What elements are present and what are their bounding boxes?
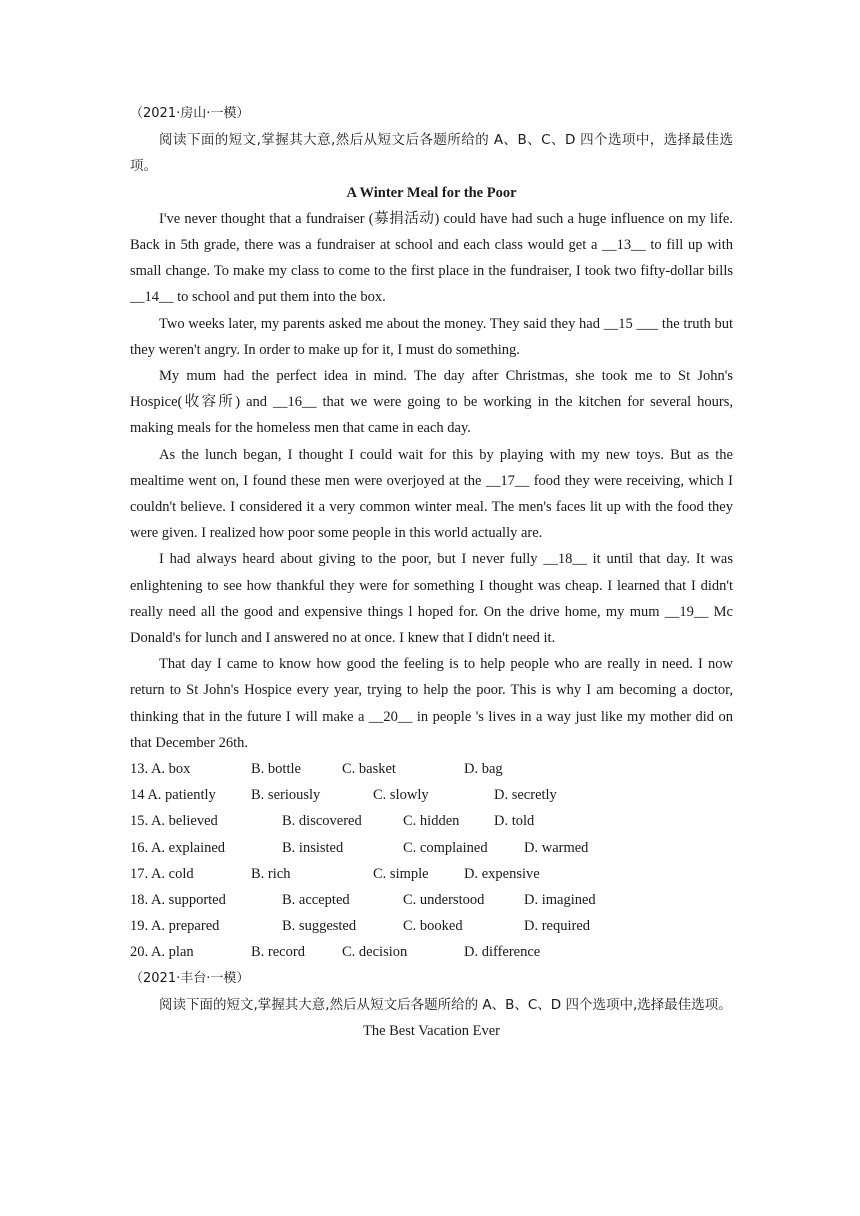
question-options xyxy=(130,861,733,887)
option-d: D. imagined xyxy=(524,892,596,909)
option-d: D. required xyxy=(524,918,591,935)
option-c: C. understood xyxy=(403,892,485,909)
option-d: D. warmed xyxy=(524,839,589,856)
option-c: C. simple xyxy=(373,865,429,882)
question-options xyxy=(130,808,733,834)
passage-paragraph: As the lunch began, I thought I could wait for this by playing with my new toys. But as the mealtime went on, I found these men were overjoyed at the __17__ food they were receiving, which I couldn't believe. I considered it a very common winter meal. The men's faces lit up with the food they were given. I realized how poor some people in this world actually are. xyxy=(130,446,733,542)
option-a: 17. A. cold xyxy=(130,865,194,882)
passage-paragraph: Two weeks later, my parents asked me about the money. They said they had __15 ___ the truth but they weren't angry. In order to make up for it, I must do something. xyxy=(130,315,733,358)
option-a: 13. A. box xyxy=(130,761,191,778)
option-c: C. complained xyxy=(403,839,488,856)
option-c: C. basket xyxy=(342,761,396,778)
option-b: B. seriously xyxy=(251,787,321,804)
option-d: D. told xyxy=(494,813,535,830)
option-a: 14 A. patiently xyxy=(130,787,216,804)
option-b: B. suggested xyxy=(282,918,357,935)
instruction-text: 阅读下面的短文,掌握其大意,然后从短文后各题所给的 A、B、C、D 四个选项中，选择最佳选项。 xyxy=(130,132,733,175)
passage-paragraph: I had always heard about giving to the poor, but I never fully __18__ it until that day. It was enlightening to see how thankful they were for something I thought was cheap. I learned that I didn't really need all the good and expensive things l hoped for. On the drive home, my mum __19__ Mc Donald's for lunch and I answered no at once. I knew that I didn't need it. xyxy=(130,551,733,647)
question-options xyxy=(130,835,733,861)
option-a: 15. A. believed xyxy=(130,813,218,830)
question-options xyxy=(130,913,733,939)
option-b: B. record xyxy=(251,944,305,961)
option-a: 20. A. plan xyxy=(130,944,194,961)
option-c: C. hidden xyxy=(403,813,460,830)
question-options xyxy=(130,887,733,913)
option-c: C. booked xyxy=(403,918,463,935)
option-a: 16. A. explained xyxy=(130,839,226,856)
option-b: B. bottle xyxy=(251,761,301,778)
passage-paragraph: I've never thought that a fundraiser (募捐活动) could have had such a huge influence on my life. Back in 5th grade, there was a fundraiser at school and each class would get a __13__ to fill up with small change. To make my class to come to the first place in the fundraiser, I took two fifty-dollar bills __14__ to school and put them into the box. xyxy=(130,210,733,306)
passage-title: A Winter Meal for the Poor xyxy=(346,184,517,201)
passage-paragraph: My mum had the perfect idea in mind. The day after Christmas, she took me to St John's Hospice(收容所) and __16__ that we were going to be working in the kitchen for several hours, making meals for the homeless men that came in each day. xyxy=(130,368,733,437)
question-options xyxy=(130,756,733,782)
source-label: （2021·丰台·一模） xyxy=(130,970,250,986)
option-d: D. difference xyxy=(464,944,541,961)
option-b: B. rich xyxy=(251,865,291,882)
passage-paragraph: That day I came to know how good the feeling is to help people who are really in need. I now return to St John's Hospice every year, trying to help the poor. This is why I am becoming a doctor, thinking that in the future I will make a __20__ in people 's lives in a way just like my mother did on that December 26th. xyxy=(130,656,733,751)
source-label: （2021·房山·一模） xyxy=(130,106,250,121)
option-c: C. slowly xyxy=(373,787,429,804)
option-a: 18. A. supported xyxy=(130,892,226,909)
option-b: B. discovered xyxy=(282,813,362,830)
option-d: D. bag xyxy=(464,761,503,778)
question-options xyxy=(130,939,733,965)
option-a: 19. A. prepared xyxy=(130,918,220,935)
option-d: D. expensive xyxy=(464,865,540,882)
question-options xyxy=(130,782,733,808)
option-c: C. decision xyxy=(342,944,408,961)
document-content xyxy=(130,101,733,1044)
option-b: B. insisted xyxy=(282,839,344,856)
passage-title: The Best Vacation Ever xyxy=(362,1022,501,1039)
option-b: B. accepted xyxy=(282,892,350,909)
instruction-text: 阅读下面的短文,掌握其大意,然后从短文后各题所给的 A、B、C、D 四个选项中,选择最佳选项。 xyxy=(159,996,732,1013)
option-d: D. secretly xyxy=(494,787,557,804)
